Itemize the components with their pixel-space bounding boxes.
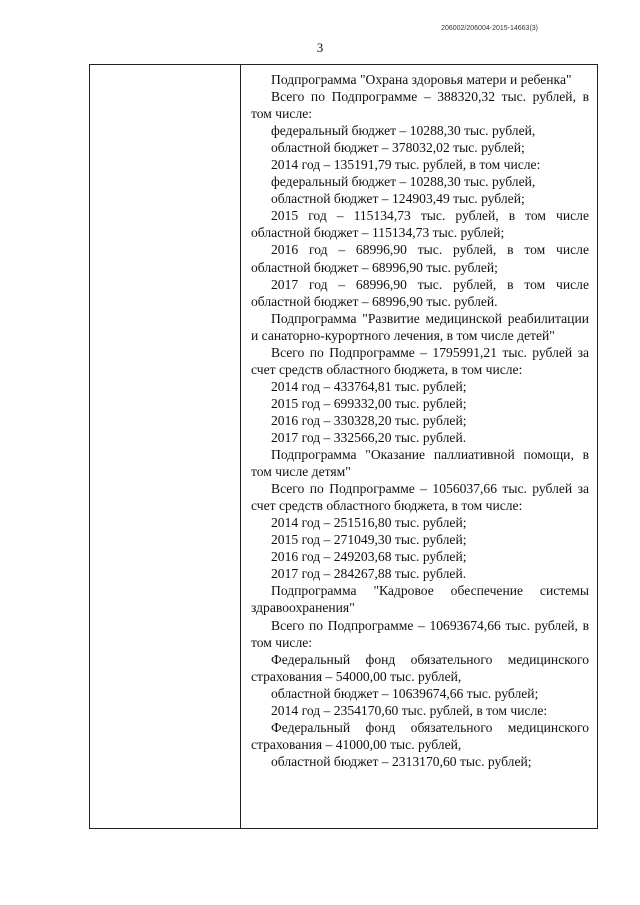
year-line: 2016 год – 249203,68 тыс. рублей; <box>271 549 467 565</box>
subprogram-title-maternal: Подпрограмма "Охрана здоровья матери и ребенка" <box>271 72 572 87</box>
year-line: 2015 год – 699332,00 тыс. рублей; <box>271 395 467 411</box>
subprogram-title-rehabilitation: Подпрограмма "Развитие медицинской реабилитации и санаторно-курортного лечения, в том числе детей" <box>251 310 589 343</box>
year-line: 2014 год – 2354170,60 тыс. рублей, в том числе: <box>271 702 548 718</box>
budget-line: федеральный бюджет – 10288,30 тыс. рублей, <box>271 174 536 190</box>
budget-line: федеральный бюджет – 10288,30 тыс. рублей, <box>271 123 536 139</box>
insurance-fund-paragraph: Федеральный фонд обязательного медицинского страхования – 41000,00 тыс. рублей, <box>251 719 589 752</box>
subprogram-total: Всего по Подпрограмме – 1056037,66 тыс. рублей за счет средств областного бюджета, в том числе: <box>251 481 589 514</box>
year-paragraph: 2016 год – 68996,90 тыс. рублей, в том числе областной бюджет – 68996,90 тыс. рублей; <box>251 242 589 275</box>
year-paragraph: 2017 год – 68996,90 тыс. рублей, в том числе областной бюджет – 68996,90 тыс. рублей. <box>251 276 589 309</box>
budget-line: областной бюджет – 124903,49 тыс. рублей; <box>271 191 525 207</box>
year-line: 2015 год – 271049,30 тыс. рублей; <box>271 532 467 548</box>
year-line: 2014 год – 433764,81 тыс. рублей; <box>271 378 467 394</box>
year-line: 2016 год – 330328,20 тыс. рублей; <box>271 412 467 428</box>
financing-cell <box>251 71 589 770</box>
page-number: 3 <box>316 40 324 55</box>
year-line: 2014 год – 135191,79 тыс. рублей, в том числе: <box>271 157 541 173</box>
budget-line: областной бюджет – 10639674,66 тыс. рублей; <box>271 685 539 701</box>
column-divider <box>240 65 241 828</box>
year-line: 2014 год – 251516,80 тыс. рублей; <box>271 515 467 531</box>
subprogram-title-staffing: Подпрограмма "Кадровое обеспечение системы здравоохранения" <box>251 583 589 616</box>
subprogram-title-palliative: Подпрограмма "Оказание паллиативной помощи, в том числе детям" <box>251 447 589 480</box>
budget-line: областной бюджет – 378032,02 тыс. рублей; <box>271 140 525 156</box>
insurance-fund-paragraph: Федеральный фонд обязательного медицинского страхования – 54000,00 тыс. рублей, <box>251 651 589 684</box>
subprogram-total: Всего по Подпрограмме – 10693674,66 тыс. рублей, в том числе: <box>251 617 589 650</box>
table-frame <box>89 64 598 829</box>
subprogram-total: Всего по Подпрограмме – 1795991,21 тыс. рублей за счет средств областного бюджета, в том числе: <box>251 344 589 377</box>
subprogram-total: Всего по Подпрограмме – 388320,32 тыс. рублей, в том числе: <box>251 89 589 122</box>
budget-line: областной бюджет – 2313170,60 тыс. рублей; <box>271 753 532 769</box>
document-id: 206002/206004-2015-14663(3) <box>441 25 538 32</box>
year-line: 2017 год – 284267,88 тыс. рублей. <box>271 566 467 582</box>
year-line: 2017 год – 332566,20 тыс. рублей. <box>271 429 467 445</box>
year-paragraph: 2015 год – 115134,73 тыс. рублей, в том числе областной бюджет – 115134,73 тыс. рублей; <box>251 208 589 241</box>
